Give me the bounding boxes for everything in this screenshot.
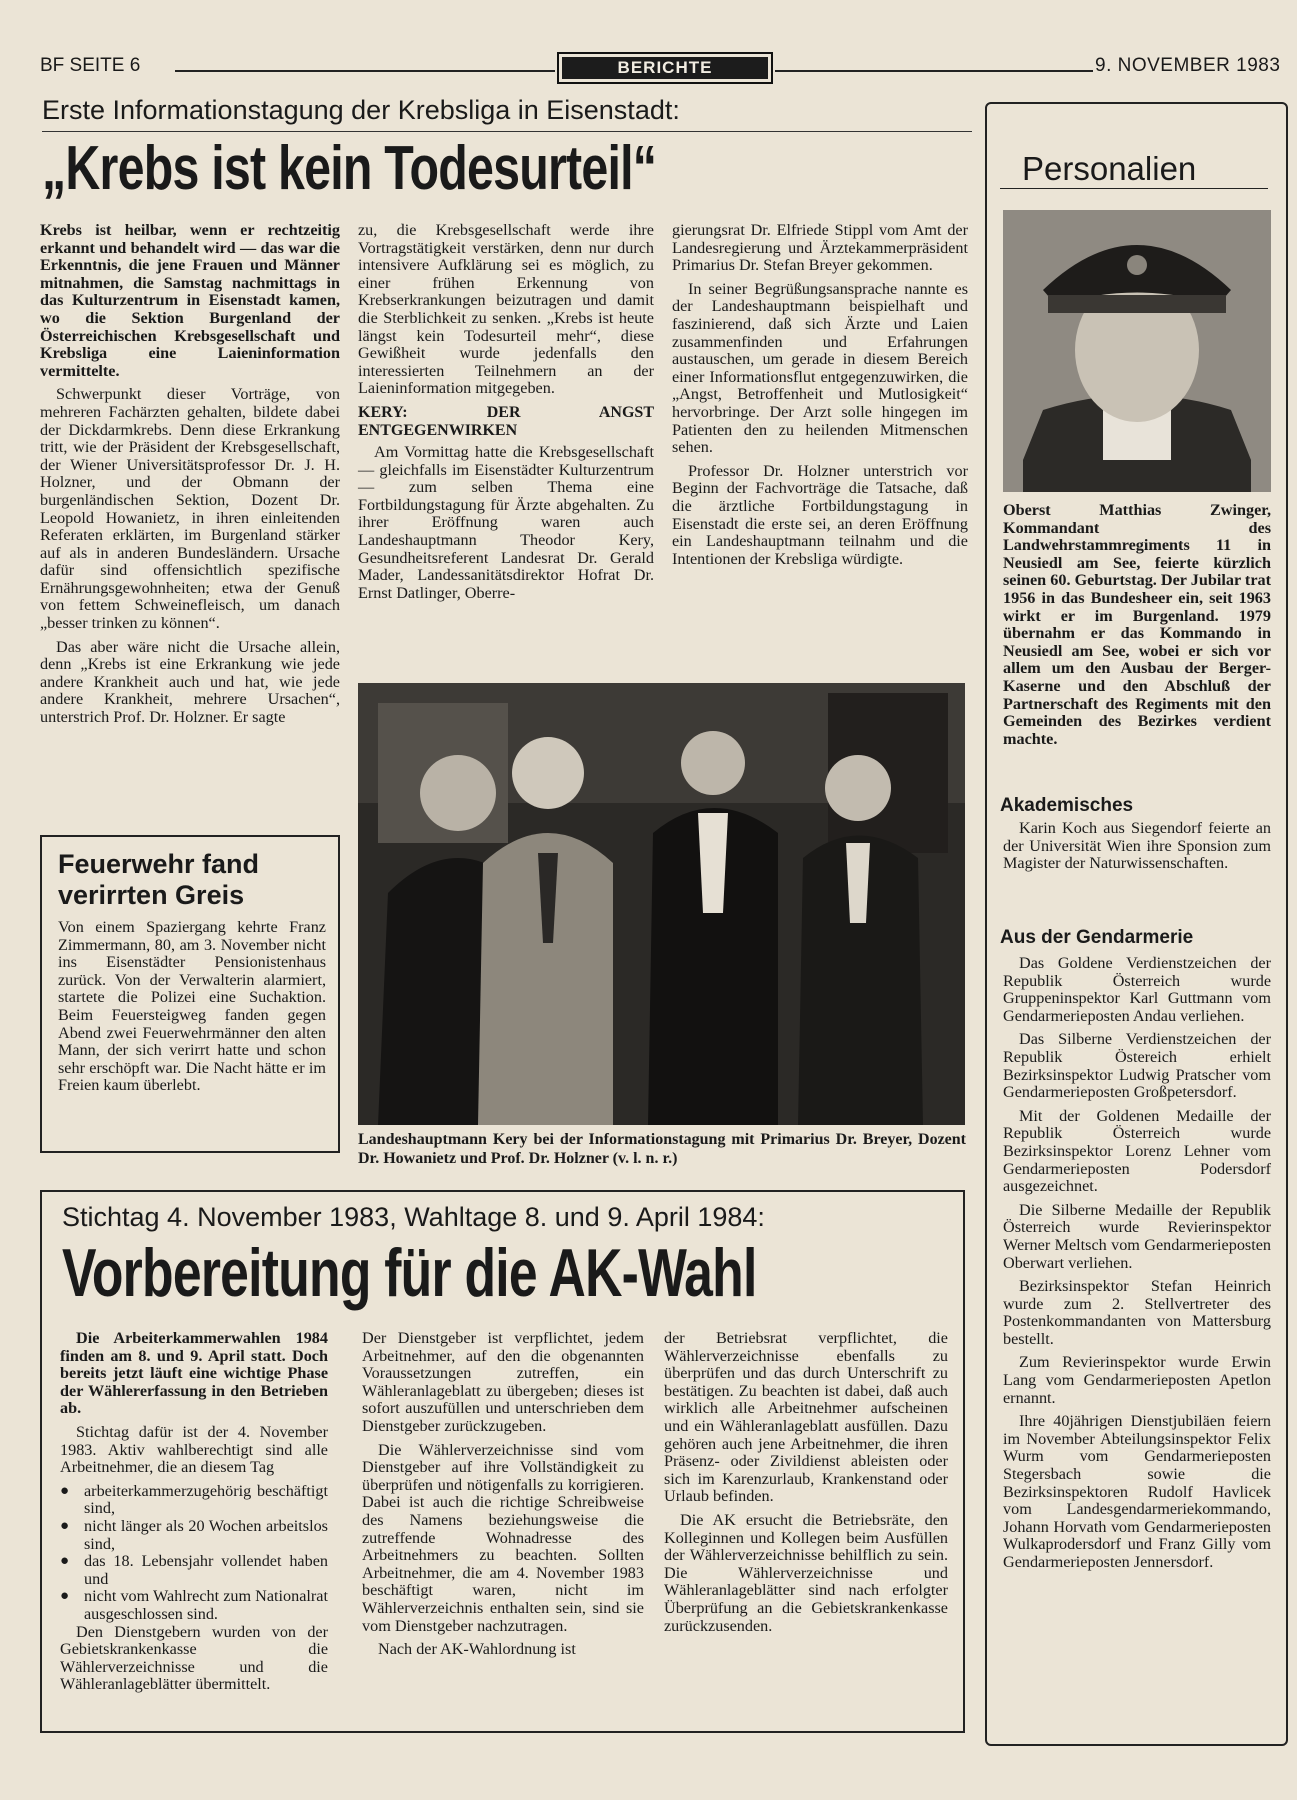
sidebar-paragraph: Ihre 40jährigen Dienstjubiläen feiern im November Abteilungsinspektor Felix Wurm vom Gendarmerieposten Stegersbach sowie die Bezirksinspektoren Rudolf Havlicek vom Landesgendarmeriekommando, Johann Horvath vom Gendarmerieposten Wulkaprodersdorf und Franz Gilly vom Gendarmerieposten Jennersdorf. — [1003, 1412, 1271, 1571]
portrait-caption-text: Oberst Matthias Zwinger, Kommandant des Landwehrstammregiments 11 in Neusiedl am See, feierte kürzlich seinen 60. Geburtstag. Der Jubilar trat 1956 in das Bundesheer ein, seit 1963 wirkt er im Burgenland. 1979 übernahm er das Kommando in Neusiedl am See, wobei er sich vor allem um den Ausbau der Berger-Kaserne und den Abschluß der Partnerschaft des Regiments mit den Gemeinden des Bezirkes verdient machte. — [1003, 501, 1271, 748]
ak-column-2 — [362, 1330, 644, 1665]
ak-headline: Vorbereitung für die AK-Wahl — [62, 1235, 757, 1311]
photo-caption: Landeshauptmann Kery bei der Informationstagung mit Primarius Dr. Breyer, Dozent Dr. Howanietz und Prof. Dr. Holzner (v. l. n. r.) — [358, 1131, 966, 1167]
article-headline: „Krebs ist kein Todesurteil“ — [42, 134, 657, 203]
sidebar-paragraph: Mit der Goldenen Medaille der Republik Österreich wurde Bezirksinspektor Lorenz Lehner vom Gendarmerieposten Podersdorf ausgezeichnet. — [1003, 1106, 1271, 1196]
ak-paragraph: der Betriebsrat verpflichtet, die Wählerverzeichnisse ebenfalls zu überprüfen und das durch Unterschrift zu bestätigen. Zu beachten ist dabei, daß auch wirklich alle Arbeitnehmer aufscheinen und ein Wähleranlageblatt ausfüllen. Dazu gehören auch jene Arbeitnehmer, die ihren Präsenz- oder Zivildienst ableisten oder sich im Karenzurlaub, Krankenstand oder Urlaub befinden. — [664, 1329, 948, 1506]
list-item: ● das 18. Lebensjahr vollendet haben und — [60, 1553, 328, 1588]
ak-paragraph: Stichtag dafür ist der 4. November 1983. Aktiv wahlberechtigt sind alle Arbeitnehmer, die an diesem Tag — [60, 1422, 328, 1477]
event-photo — [358, 683, 965, 1125]
sidebar-paragraph: Bezirksinspektor Stefan Heinrich wurde zum 2. Stellvertreter des Postenkommandanten von Mattersburg bestellt. — [1003, 1277, 1271, 1348]
ak-paragraph: Die Wählerverzeichnisse sind vom Dienstgeber auf ihre Vollständigkeit zu überprüfen und nötigenfalls zu korrigieren. Dabei ist auch die richtige Schreibweise des Namens beziehungsweise die zutreffende Wohnadresse des Arbeitnehmers zu beachten. Sollten Arbeitnehmer, die am 4. November 1983 beschäftigt waren, nicht im Wählerverzeichnis enthalten sein, sind sie vom Dienstgeber nachzutragen. — [362, 1440, 644, 1635]
ak-column-3 — [664, 1330, 948, 1641]
article-paragraph: In seiner Begrüßungsansprache nannte es der Landeshauptmann beispielhaft und faszinierend, daß sich Ärzte und Laien zusammenfinden und Erfahrungen austauschen, um gerade in diesem Bereich einer Informationsflut entgegenzuwirken, die „Angst, Betroffenheit und Mutlosigkeit“ hervorbringe. Der Arzt solle hingegen im Patienten den zu heilenden Mitmenschen sehen. — [672, 279, 968, 457]
sidebar-paragraph: Karin Koch aus Siegendorf feierte an der Universität Wien ihre Sponsion zum Magister der Naturwissenschaften. — [1003, 819, 1271, 873]
article-lead: Krebs ist heilbar, wenn er rechtzeitig erkannt und behandelt wird — das war die Erkenntnis, die jene Frauen und Männer mitnahmen, die Samstag nachmittags in das Kulturzentrum in Eisenstadt kamen, wo die Sektion Burgenland der Österreichischen Krebsgesellschaft und Krebsliga eine Laieninformation vermittelte. — [40, 221, 340, 380]
ak-kicker: Stichtag 4. November 1983, Wahltage 8. und 9. April 1984: — [62, 1202, 765, 1232]
ak-paragraph: Die AK ersucht die Betriebsräte, den Kolleginnen und Kollegen beim Ausfüllen der Wählerverzeichnisse behilflich zu sein. Die Wählerverzeichnisse und Wähleranlageblätter sind nach erfolgter Überprüfung an die Gebietskrankenkasse zurückzusenden. — [664, 1510, 948, 1635]
article-paragraph: Das aber wäre nicht die Ursache allein, denn „Krebs ist eine Erkrankung wie jede andere Krankheit auch und hat, wie jede andere Krankheit, mehrere Ursachen“, unterstrich Prof. Dr. Holzner. Er sagte — [40, 637, 340, 727]
sidebar-paragraph: Das Goldene Verdienstzeichen der Republik Österreich wurde Gruppeninspektor Karl Guttmann vom Gendarmerieposten Andau verliehen. — [1003, 954, 1271, 1025]
sidebar-paragraph: Die Silberne Medaille der Republik Österreich wurde Revierinspektor Werner Meltsch vom Gendarmerieposten Oberwart verliehen. — [1003, 1200, 1271, 1272]
portrait-photo — [1003, 210, 1271, 492]
sidebar-paragraph: Das Silberne Verdienstzeichen der Republik Östereich erhielt Bezirksinspektor Ludwig Pratscher vom Gendarmerieposten Großpetersdorf. — [1003, 1030, 1271, 1102]
section-heading-gendarmerie: Aus der Gendarmerie — [1000, 927, 1194, 948]
list-item: ● nicht länger als 20 Wochen arbeitslos sind, — [60, 1518, 328, 1553]
ak-paragraph: Der Dienstgeber ist verpflichtet, jedem Arbeitnehmer, auf den die obgenannten Voraussetzungen zutreffen, ein Wähleranlageblatt zu übergeben; dieses ist sofort auszufüllen und unterschrieben dem Dienstgeber zurückzugeben. — [362, 1329, 644, 1435]
akademisches-text — [1003, 820, 1271, 879]
section-heading-akademisches: Akademisches — [1000, 795, 1134, 816]
sidebar-title-text: Personalien — [1000, 150, 1196, 187]
article-column-2 — [358, 222, 654, 608]
ak-paragraph: Den Dienstgebern wurden von der Gebietskrankenkasse die Wählerverzeichnisse und die Wähleranlageblätter übermittelt. — [60, 1622, 328, 1694]
article-paragraph: Am Vormittag hatte die Krebsgesellschaft — gleichfalls im Eisenstädter Kulturzentrum — zum selben Thema eine Fortbildungstagung für Ärzte abgehalten. Zu ihrer Eröffnung waren auch Landeshauptmann Theodor Kery, Gesundheitsreferent Landesrat Dr. Gerald Mader, Landessanitätsdirektor Hofrat Dr. Ernst Datlinger, Oberre- — [358, 442, 654, 602]
news-brief-box — [40, 835, 340, 1153]
list-item: ● arbeiterkammerzugehörig beschäftigt sind, — [60, 1483, 328, 1518]
photo-illustration — [358, 683, 965, 1125]
ak-article-box — [40, 1190, 965, 1733]
ak-column-1 — [60, 1330, 328, 1700]
list-item: ● nicht vom Wahlrecht zum Nationalrat ausgeschlossen sind. — [60, 1588, 328, 1623]
article-column-1 — [40, 222, 340, 733]
article-paragraph: Professor Dr. Holzner unterstrich vor Beginn der Fachvorträge die Tatsache, daß die ärztliche Fortbildungstagung in Eisenstadt die erste sei, an deren Eröffnung ein Landeshauptmann teilnahm und die Intentionen der Krebsliga würdigte. — [672, 461, 968, 568]
brief-title: Feuerwehr fand verirrten Greis — [58, 849, 260, 910]
ak-paragraph: Nach der AK-Wahlordnung ist — [378, 1640, 576, 1659]
article-subheading: KERY: DER ANGST ENTGEGENWIRKEN — [358, 403, 654, 439]
portrait-illustration — [1003, 210, 1271, 492]
header-rule-left — [175, 70, 555, 72]
section-badge — [557, 52, 773, 84]
ak-lead: Die Arbeiterkammerwahlen 1984 finden am 8. und 9. April statt. Doch bereits jetzt läuft eine wichtige Phase der Wählererfassung in den Betrieben ab. — [60, 1329, 328, 1418]
article-paragraph: Schwerpunkt dieser Vorträge, von mehreren Fachärzten gehalten, bildete dabei der Dickdarmkrebs. Denn diese Erkrankung tritt, wie der Präsident der Krebsgesellschaft, der Wiener Universitätsprofessor Dr. J. H. Holzner, und der Obmann der burgenländischen Sektion, Dozent Dr. Leopold Howanietz, in ihren einleitenden Referaten erklärten, im Burgenland stärker auf als in anderen Bundesländern. Ursache dafür sind offensichtlich spezifische Ernährungsgewohnheiten; etwa der Genuß von fettem Schweinefleisch, um danach „besser trinken zu können“. — [40, 385, 340, 633]
header-rule-right — [775, 70, 1093, 72]
article-paragraph: zu, die Krebsgesellschaft werde ihre Vortragstätigkeit verstärken, denn nur durch intensivere Aufklärung sei es möglich, zu einer frühen Erkennung von Krebserkrankungen beizutragen und damit die Sterblichkeit zu senken. „Krebs ist heute längst kein Todesurteil mehr“, diese Gewißheit wurde jedenfalls den interessierten Teilnehmern an der Laieninformation mitgegeben. — [358, 221, 654, 398]
kicker-rule — [42, 131, 972, 132]
brief-text: Von einem Spaziergang kehrte Franz Zimmermann, 80, am 3. November nicht ins Eisenstädter Pensionistenhaus zurück. Von der Verwalterin alarmiert, startete die Polizei eine Suchaktion. Beim Feuersteigweg fanden gegen Abend zwei Feuerwehrmänner den alten Mann, der sich verirrt hatte und schon sehr erschöpft war. Die Nacht hätte er im Freien kaum überlebt. — [58, 918, 326, 1095]
portrait-caption — [1003, 502, 1271, 754]
page-number: BF SEITE 6 — [40, 55, 141, 76]
article-paragraph: gierungsrat Dr. Elfriede Stippl vom Amt der Landesregierung und Ärztekammerpräsident Primarius Dr. Stefan Breyer gekommen. — [672, 221, 968, 275]
section-label: BERICHTE — [562, 57, 768, 79]
article-kicker: Erste Informationstagung der Krebsliga in Eisenstadt: — [42, 95, 680, 125]
article-column-3 — [672, 222, 968, 574]
sidebar-paragraph: Zum Revierinspektor wurde Erwin Lang vom Gendarmerieposten Apetlon ernannt. — [1003, 1353, 1271, 1407]
sidebar-title — [1000, 150, 1268, 189]
gendarmerie-list — [1003, 955, 1271, 1578]
ak-bullet-list — [60, 1483, 328, 1624]
issue-date: 9. NOVEMBER 1983 — [1095, 55, 1281, 76]
